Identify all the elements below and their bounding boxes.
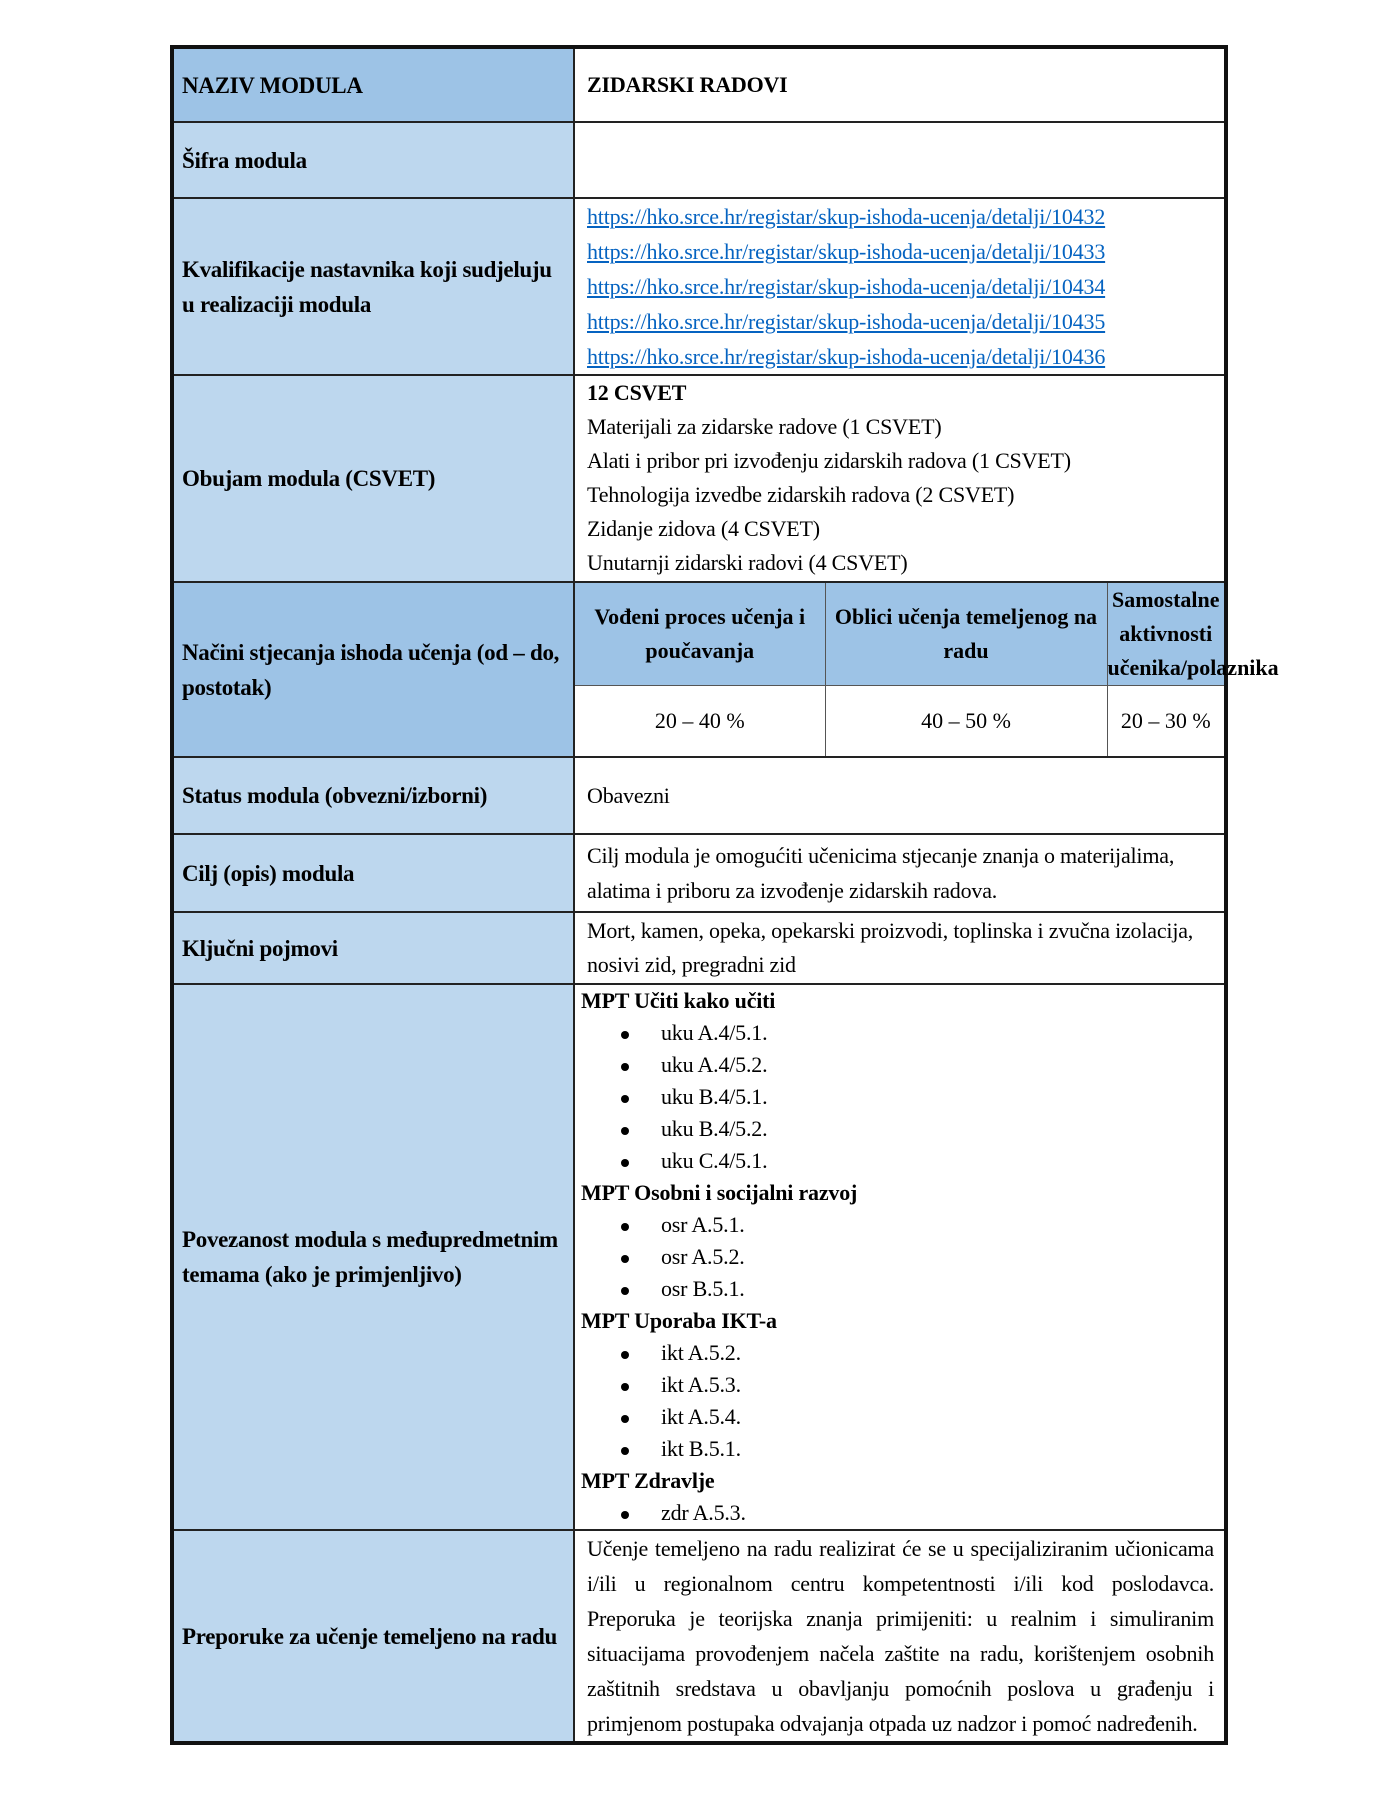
acquisition-value-row bbox=[575, 686, 1224, 757]
mpt-item-text: osr A.5.2. bbox=[661, 1244, 745, 1269]
mpt-item-text: uku B.4/5.2. bbox=[661, 1116, 768, 1141]
bullet-icon bbox=[621, 1223, 629, 1231]
mpt-item bbox=[581, 1369, 1214, 1401]
mpt-item-text: uku A.4/5.2. bbox=[661, 1052, 768, 1077]
row-work-based bbox=[172, 1530, 1226, 1743]
acquisition-header-row bbox=[575, 583, 1224, 686]
keywords-value: Mort, kamen, opeka, opekarski proizvodi, toplinska i zvučna izolacija, nosivi zid, pregradni zid bbox=[574, 912, 1226, 984]
mpt-group-list bbox=[581, 1337, 1214, 1465]
module-name-label: NAZIV MODULA bbox=[172, 47, 574, 122]
mpt-group-list bbox=[581, 1209, 1214, 1305]
mpt-item-text: ikt A.5.3. bbox=[661, 1372, 741, 1397]
mpt-item bbox=[581, 1017, 1214, 1049]
keywords-label: Ključni pojmovi bbox=[172, 912, 574, 984]
mpt-item bbox=[581, 1081, 1214, 1113]
scope-item: Materijali za zidarske radove (1 CSVET) bbox=[587, 414, 942, 439]
row-qualifications bbox=[172, 198, 1226, 375]
row-keywords bbox=[172, 912, 1226, 984]
mpt-group-list bbox=[581, 1497, 1214, 1529]
row-module-code bbox=[172, 122, 1226, 198]
mpt-item bbox=[581, 1049, 1214, 1081]
module-table bbox=[170, 45, 1279, 1745]
qualifications-label: Kvalifikacije nastavnika koji sudjeluju u realizaciji modula bbox=[172, 198, 574, 375]
mpt-item-text: osr A.5.1. bbox=[661, 1212, 745, 1237]
mpt-group-title: MPT Učiti kako učiti bbox=[581, 988, 776, 1013]
acquisition-value: 20 – 40 % bbox=[575, 686, 825, 757]
status-value: Obavezni bbox=[574, 757, 1226, 834]
mpt-item bbox=[581, 1497, 1214, 1529]
goal-label: Cilj (opis) modula bbox=[172, 834, 574, 912]
mpt-item bbox=[581, 1209, 1214, 1241]
mpt-item bbox=[581, 1145, 1214, 1177]
row-status bbox=[172, 757, 1226, 834]
qualification-link[interactable]: https://hko.srce.hr/registar/skup-ishoda-ucenja/detalji/10433 bbox=[587, 239, 1106, 264]
qualification-link[interactable]: https://hko.srce.hr/registar/skup-ishoda-ucenja/detalji/10436 bbox=[587, 344, 1106, 369]
mpt-item bbox=[581, 1113, 1214, 1145]
row-goal bbox=[172, 834, 1226, 912]
row-cross-curricular bbox=[172, 984, 1226, 1530]
work-based-value: Učenje temeljeno na radu realizirat će se u specijaliziranim učionicama i/ili u regionalnom centru kompetentnosti i/ili kod poslodavca. Preporuka je teorijska znanja primijeniti: u realnim i simuliranim situacijama provođenjem načela zaštite na radu, korištenjem osobnih zaštitnih sredstava u obavljanju pomoćnih poslova u građenju i primjenom postupaka odvajanja otpada uz nadzor i pomoć nadređenih. bbox=[574, 1530, 1226, 1743]
bullet-icon bbox=[621, 1511, 629, 1519]
scope-item: Tehnologija izvedbe zidarskih radova (2 CSVET) bbox=[587, 482, 1015, 507]
mpt-item-text: uku C.4/5.1. bbox=[661, 1148, 768, 1173]
scope-item: Zidanje zidova (4 CSVET) bbox=[587, 516, 820, 541]
mpt-item-text: uku B.4/5.1. bbox=[661, 1084, 768, 1109]
mpt-group-title: MPT Uporaba IKT-a bbox=[581, 1308, 777, 1333]
bullet-icon bbox=[621, 1287, 629, 1295]
acquisition-value: 20 – 30 % bbox=[1107, 686, 1224, 757]
row-scope bbox=[172, 375, 1226, 582]
bullet-icon bbox=[621, 1383, 629, 1391]
row-acquisition bbox=[172, 582, 1226, 757]
mpt-group-title: MPT Zdravlje bbox=[581, 1468, 715, 1493]
bullet-icon bbox=[621, 1255, 629, 1263]
module-code-label: Šifra modula bbox=[172, 122, 574, 198]
mpt-item bbox=[581, 1337, 1214, 1369]
mpt-item-text: zdr A.5.3. bbox=[661, 1500, 746, 1525]
acquisition-header: Oblici učenja temeljenog na radu bbox=[825, 583, 1107, 686]
bullet-icon bbox=[621, 1063, 629, 1071]
mpt-item-text: uku A.4/5.1. bbox=[661, 1020, 768, 1045]
bullet-icon bbox=[621, 1415, 629, 1423]
cross-curricular-value bbox=[574, 984, 1226, 1530]
goal-value: Cilj modula je omogućiti učenicima stjecanje znanja o materijalima, alatima i priboru za izvođenje zidarskih radova. bbox=[574, 834, 1226, 912]
bullet-icon bbox=[621, 1159, 629, 1167]
row-module-name bbox=[172, 47, 1226, 122]
cross-curricular-label: Povezanost modula s međupredmetnim temama (ako je primjenljivo) bbox=[172, 984, 574, 1530]
scope-label: Obujam modula (CSVET) bbox=[172, 375, 574, 582]
acquisition-subtable bbox=[575, 583, 1279, 756]
acquisition-value: 40 – 50 % bbox=[825, 686, 1107, 757]
scope-value bbox=[574, 375, 1226, 582]
qualifications-links bbox=[574, 198, 1226, 375]
scope-item: Unutarnji zidarski radovi (4 CSVET) bbox=[587, 550, 908, 575]
mpt-item-text: ikt A.5.4. bbox=[661, 1404, 741, 1429]
acquisition-subtable-cell bbox=[574, 582, 1279, 757]
mpt-item bbox=[581, 1433, 1214, 1465]
bullet-icon bbox=[621, 1031, 629, 1039]
mpt-item-text: osr B.5.1. bbox=[661, 1276, 745, 1301]
qualification-link[interactable]: https://hko.srce.hr/registar/skup-ishoda-ucenja/detalji/10432 bbox=[587, 204, 1106, 229]
work-based-label: Preporuke za učenje temeljeno na radu bbox=[172, 1530, 574, 1743]
acquisition-header: Vođeni proces učenja i poučavanja bbox=[575, 583, 825, 686]
module-code-value bbox=[574, 122, 1226, 198]
scope-item: Alati i pribor pri izvođenju zidarskih radova (1 CSVET) bbox=[587, 448, 1071, 473]
status-label: Status modula (obvezni/izborni) bbox=[172, 757, 574, 834]
mpt-item bbox=[581, 1241, 1214, 1273]
bullet-icon bbox=[621, 1447, 629, 1455]
qualification-link[interactable]: https://hko.srce.hr/registar/skup-ishoda-ucenja/detalji/10435 bbox=[587, 309, 1106, 334]
mpt-group-title: MPT Osobni i socijalni razvoj bbox=[581, 1180, 858, 1205]
mpt-item bbox=[581, 1401, 1214, 1433]
scope-total: 12 CSVET bbox=[587, 380, 687, 405]
mpt-group-list bbox=[581, 1017, 1214, 1177]
mpt-item-text: ikt B.5.1. bbox=[661, 1436, 741, 1461]
bullet-icon bbox=[621, 1127, 629, 1135]
mpt-item bbox=[581, 1273, 1214, 1305]
acquisition-header: Samostalne aktivnosti učenika/polaznika bbox=[1107, 583, 1224, 686]
acquisition-label: Načini stjecanja ishoda učenja (od – do, postotak) bbox=[172, 582, 574, 757]
bullet-icon bbox=[621, 1095, 629, 1103]
mpt-item-text: ikt A.5.2. bbox=[661, 1340, 741, 1365]
bullet-icon bbox=[621, 1351, 629, 1359]
qualification-link[interactable]: https://hko.srce.hr/registar/skup-ishoda-ucenja/detalji/10434 bbox=[587, 274, 1106, 299]
module-name-value: ZIDARSKI RADOVI bbox=[574, 47, 1226, 122]
